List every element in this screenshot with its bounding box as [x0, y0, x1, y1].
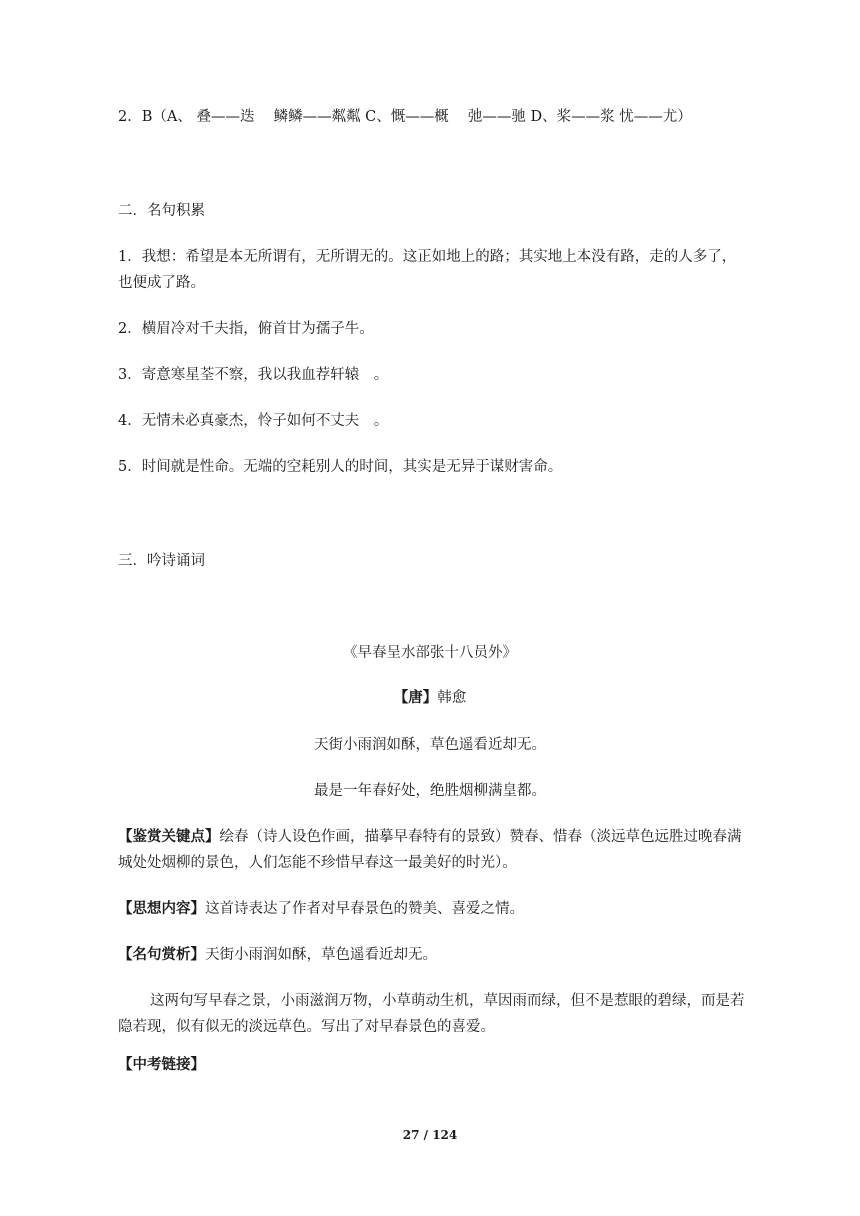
exam-link-heading: 【中考链接】: [118, 1056, 205, 1073]
quote-item-3: 3．寄意寒星荃不察，我以我血荐轩辕 。: [118, 367, 389, 383]
quote-item-5: 5．时间就是性命。无端的空耗别人的时间，其实是无异于谋财害命。: [118, 459, 563, 475]
appreciation-paragraph: [118, 824, 748, 876]
quote-item-1: 1．我想：希望是本无所谓有，无所谓无的。这正如地上的路；其实地上本没有路，走的人多了，也便成了路。: [118, 249, 737, 291]
page-number: 27 / 124: [402, 1128, 458, 1142]
poem-author-name: 韩愈: [437, 690, 467, 706]
poem-line-1: 天街小雨润如酥，草色遥看近却无。: [314, 737, 546, 753]
famous-line-explanation: 这两句写早春之景，小雨滋润万物，小草萌动生机，草因雨而绿，但不是惹眼的碧绿，而是若隐若现，似有似无的淡远草色。写出了对早春景色的喜爱。: [118, 993, 745, 1035]
thought-text: 这首诗表达了作者对早春景色的赞美、喜爱之情。: [205, 901, 524, 917]
famous-line-paragraph: [118, 942, 748, 968]
section-heading-famous-quotes: 二．名句积累: [118, 203, 205, 219]
famous-line-text: 天街小雨润如酥，草色遥看近却无。: [205, 947, 437, 963]
section-heading-poetry: 三．吟诗诵词: [118, 553, 205, 569]
famous-line-label: 【名句赏析】: [118, 946, 205, 963]
appreciation-text: 绘春（诗人设色作画，描摹早春特有的景致）赞春、惜春（淡远草色远胜过晚春满城处处烟柳的景色，人们怎能不珍惜早春这一最美好的时光）。: [118, 829, 742, 871]
quote-item-2: 2．横眉冷对千夫指，俯首甘为孺子牛。: [118, 321, 374, 337]
quote-item-4: 4．无情未必真豪杰，怜子如何不丈夫 。: [118, 413, 389, 429]
thought-paragraph: [118, 896, 748, 922]
poem-title: 《早春呈水部张十八员外》: [343, 645, 517, 661]
poem-line-2: 最是一年春好处，绝胜烟柳满皇都。: [314, 783, 546, 799]
appreciation-label: 【鉴赏关键点】: [118, 828, 220, 845]
answer-line-q2: 2．B（A、 叠——迭 鳞鳞——粼粼 C、慨——概 弛——驰 D、桨——浆 忧——尤）: [118, 109, 692, 125]
poem-author: [0, 685, 860, 711]
thought-label: 【思想内容】: [118, 900, 205, 917]
poem-dynasty-tag: 【唐】: [393, 689, 438, 706]
